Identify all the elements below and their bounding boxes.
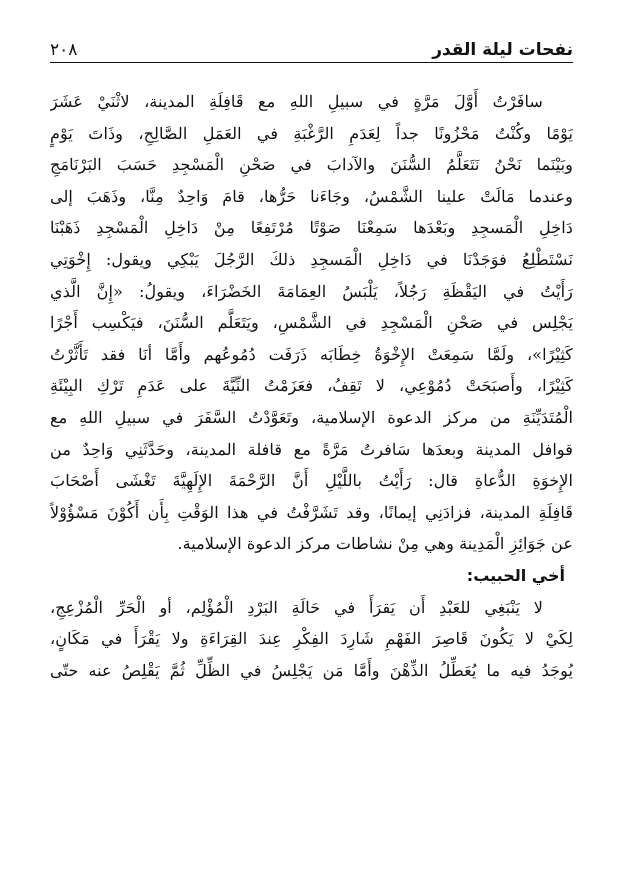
paragraph-line: لا يَنْبَغِي للعَبْدِ أَن يَقرَأَ في حَالَةِ البَرْدِ الْمُؤْلِم، أو الْحَرِّ الْمُزْعِجِ،: [50, 597, 543, 617]
paragraph-line: كَثِيْرًا»، ولَمَّا سَمِعَتْ الإِخْوَةُ خِطَابَه ذَرَفَت دُمُوعُهم وأَمَّا أنَا فقد تَأَثَّرْتُ: [50, 344, 573, 364]
paragraph-line: الإِخوَةِ الدُّعاةِ قال: رَأَيْتُ باللَّيْلِ أَنَّ الرَّحْمَةَ الإِلَهِيَّةَ تَغْشَى أَصْحَابَ: [50, 471, 573, 491]
paragraph-line: وبَيْنَما نَحْنُ نَتَعَلَّمُ السُّنَنَ والآدابَ في صَحْنِ الْمَسْجِدِ حَسَبَ البَرْنَامَجِ: [50, 155, 573, 175]
paragraph-line: دَاخِلِ الْمَسجِدِ وبَعْدَها سَمِعْنَا صَوْتًا مُرْتَفِعًا مِنْ دَاخِلِ الْمَسْجِدِ ذَهَبْنَا: [50, 218, 573, 238]
header-divider: [50, 62, 573, 63]
paragraph-line: نَسْتَطْلِعُ فوَجَدْنَا في دَاخِلِ الْمَسجِدِ ذلكَ الرَّجُلَ يَبْكِي ويقول: إِخْوَتِي: [50, 249, 573, 269]
paragraph-line: لِكَيْ لا يَكُونَ قَاصِرَ الفَهْمِ شَارِدَ الفِكْرِ عِندَ القِرَاءَةِ ولا يَقْرَأَ في مَكَانٍ،: [50, 629, 573, 649]
body-text: [50, 86, 573, 686]
paragraph-line: رَأَيْتُ في اليَقْظَةِ رَجُلاً، يَلْبَسُ العِمَامَةَ الخَضْرَاءَ، ويقولُ: «إِنَّ الَّذي: [50, 281, 573, 301]
paragraph-line: سافَرْتُ أَوَّلَ مَرَّةٍ في سبيلِ اللهِ مع قَافِلَةِ المدينة، لاثْنَيْ عَشَرَ: [50, 92, 543, 111]
page-header: [50, 28, 573, 60]
paragraph-line: كَثِيْرًا، وأَصبَحَتْ دُمُوْعِي، لا تَقِفُ، فعَزَمْتُ النِّيَّةَ على عَدَمِ تَرْكِ البِيْئَةِ: [50, 376, 573, 396]
paragraph-line: قوافل المدينة وبعدَها سَافرتُ مَرَّةً مع قافلة المدينة، وحَدَّثَنِي وَاحِدٌ من: [50, 439, 573, 459]
page-number: ٢٠٨: [50, 40, 78, 60]
paragraph-line: يَوْمًا وكُنْتُ مَحْزُونًا جداً لِعَدَمِ الرَّغْبَةِ في العَمَلِ الصَّالِحِ، وذَاتَ يَوْمٍ: [50, 123, 573, 143]
paragraph-line: وعندما مَالَتْ علينا الشَّمْسُ، وجَاءَنا حَرُّها، قامَ وَاحِدٌ مِنَّا، وذَهَبَ إلى: [50, 186, 573, 206]
book-title: نفحات ليلة القدر: [432, 40, 573, 60]
paragraph-line: يَجْلِس في صَحْنِ الْمَسْجِدِ في الشَّمْسِ، ويَتَعَلَّم السُّنَنَ، فيَكْسِب أَجْرًا: [50, 313, 573, 333]
paragraph-line: عن جَوَائِزِ الْمَدِينة وهي مِنْ نشاطات مركز الدعوة الإسلامية.: [177, 534, 573, 554]
paragraph-line: يُوجَدُ فيه ما يُعَطِّلُ الذِّهْنَ وأَمَّا مَن يَجْلِسُ في الظِّلِّ ثُمَّ يَقْلِصُ عنه حتّى: [50, 660, 573, 680]
paragraph-line: قَافِلَةِ المدينة، فزادَنِي إيمانًا، وقد تَشَرَّفْتُ في هذا الوَقْتِ بِأَن أَكُوْنَ مَسْؤُوْلاً: [50, 502, 573, 522]
paragraph-line: الْمُتَدَيِّنَةِ من مركز الدعوة الإسلامية، وتَعَوَّدْتُ السَّفَرَ في سبيلِ اللهِ مع: [50, 407, 573, 427]
section-heading: أخي الحبيب:: [466, 565, 565, 585]
